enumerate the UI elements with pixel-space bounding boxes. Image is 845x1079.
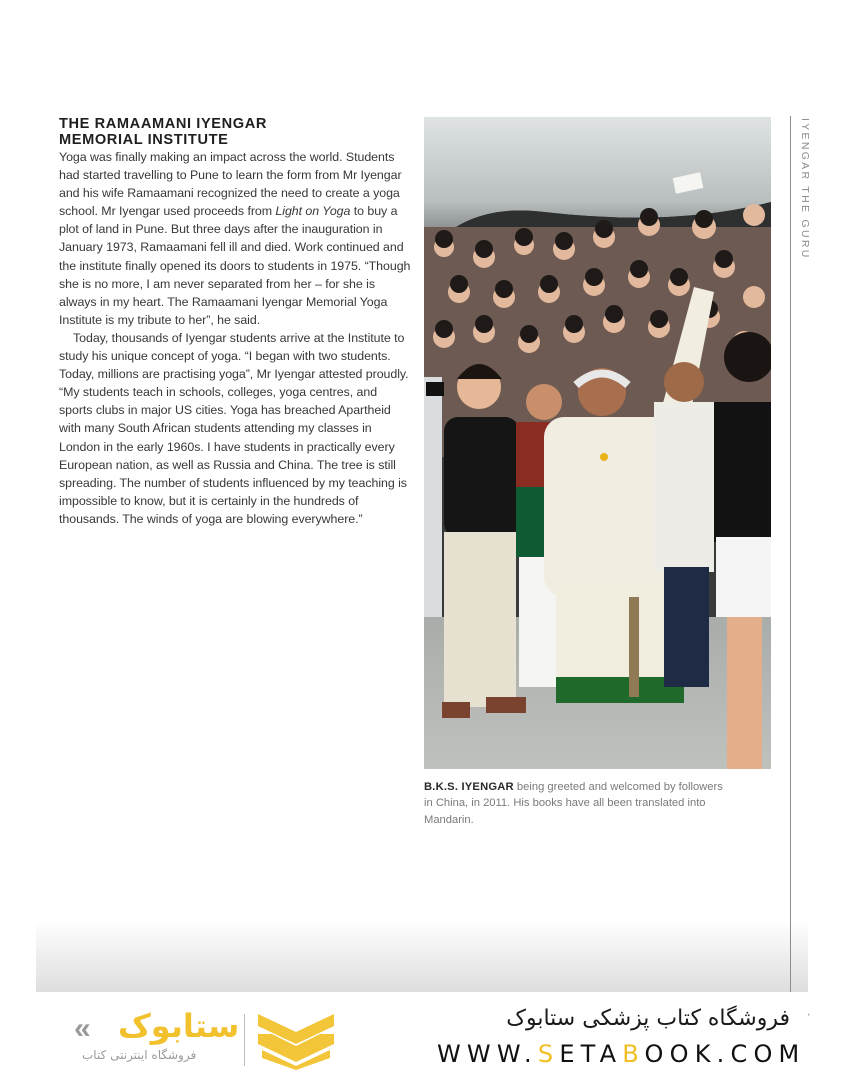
url-suffix: OOK.COM [644,1040,806,1068]
url-highlight-s: S [537,1040,560,1068]
paragraph-1-text-a: Yoga was finally making an impact across the world. Students had started travelling to Pune to learn the form from Mr Iyengar and his wife Ramaamani recognized the need to create a yoga school. Mr Iyengar used proceeds from [59,150,402,219]
section-heading [59,116,411,148]
paragraph-1-text-b: to buy a plot of land in Pune. But three days after the inauguration in January 1973, Ramaamani fell ill and died. Work continued and the institute finally opened its doors to students in 1975. “Though she is no more, I am never separated from her – for she is always in my heart. The Ramaamani Iyengar Memorial Yoga Institute is my tribute to her”, he said. [59,204,411,327]
paragraph-2: Today, thousands of Iyengar students arrive at the Institute to study his unique concept of yoga. “I began with two students. Today, millions are practising yoga”, Mr Iyengar attested proudly. “My students teach in schools, colleges, yoga centres, and sports clubs in major US cities. Yoga has breached Apartheid with many South African students attending my classes in London in the early 1960s. I have students in practically every European nation, as well as Russia and China. The tree is still spreading. The number of students influenced by my teaching is impossible to know, but it is certainly in the hundreds of thousands. The winds of yoga are blowing everywhere.” [59,330,409,526]
logo-arrows-icon: « [74,1012,91,1045]
logo-wordmark: ستابوک [118,1007,240,1045]
heading-line-1: THE RAMAAMANI IYENGAR [59,116,267,132]
article-column [59,116,411,528]
store-url-link[interactable] [437,1040,805,1068]
caption-subject: B.K.S. IYENGAR [424,781,514,793]
setabook-logo[interactable] [74,1008,344,1072]
logo-subtitle: فروشگاه اینترنتی کتاب [82,1048,197,1062]
url-eta: ETA [559,1040,623,1068]
page-mark: ʼ [808,1013,810,1022]
url-prefix: WWW. [437,1040,538,1068]
margin-divider-line [790,116,791,992]
chevron-logo-icon [258,1014,334,1070]
logo-separator [244,1014,245,1066]
running-head: IYENGAR THE GURU [799,118,811,260]
heading-line-2: MEMORIAL INSTITUTE [59,132,229,148]
photo-iyengar-crowd [424,117,771,769]
photo-caption [424,779,724,828]
photo-illustration [424,117,771,769]
page-bottom-shadow [36,920,808,992]
book-title: Light on Yoga [275,204,351,219]
store-name: فروشگاه کتاب پزشکی ستابوک [506,1006,790,1031]
paragraph-1 [59,148,411,329]
caption-text: being greeted and welcomed by followers in China, in 2011. His books have all been translated into Mandarin. [424,781,723,826]
url-highlight-b: B [622,1040,645,1068]
